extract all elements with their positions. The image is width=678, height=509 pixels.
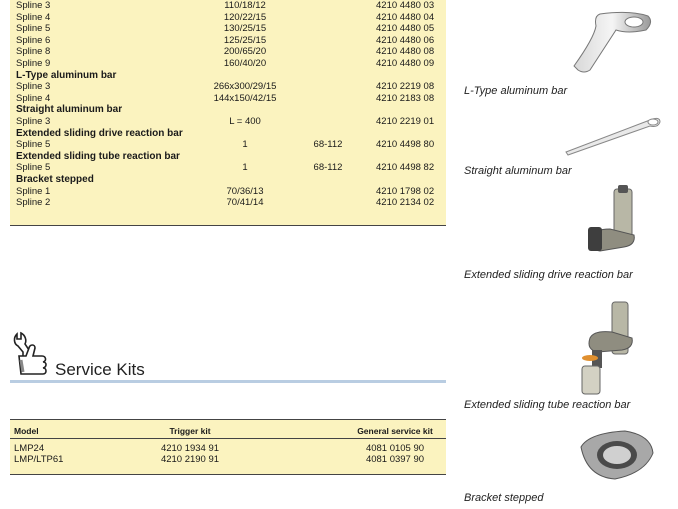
part-range: 68-112 [313,162,343,174]
table-row [10,12,446,24]
part-dims: 70/41/14 [226,197,264,209]
part-dims: 130/25/15 [223,23,267,35]
table-row [10,93,446,105]
part-dims: L = 400 [229,116,261,127]
product-caption: L-Type aluminum bar [464,85,568,97]
section-heading-label: Straight aluminum bar [16,104,123,116]
part-name: Spline 4 [16,11,51,23]
table-row [10,116,446,128]
part-number: 4210 2219 01 [376,116,435,127]
section-heading-label: L-Type aluminum bar [16,69,117,81]
part-name: Spline 1 [16,185,51,197]
section-divider [10,380,446,383]
part-number: 4210 1798 02 [376,185,435,197]
table-row [10,162,446,174]
bracket-image [575,425,660,485]
kit-general: 4081 0397 90 [365,454,425,465]
part-name: Spline 3 [16,116,51,127]
section-heading-label: Bracket stepped [16,174,94,185]
table-row [10,139,446,151]
header-trigger-kit: Trigger kit [169,426,211,436]
section-heading [10,128,446,140]
part-dims: 144x150/42/15 [213,92,277,104]
section-heading [10,70,446,82]
section-title: Service Kits [55,360,145,379]
part-name: Spline 3 [16,81,51,93]
part-dims: 120/22/15 [223,11,267,23]
table-row [10,454,446,466]
part-name: Spline 4 [16,92,51,104]
part-name: Spline 3 [16,0,51,11]
part-number: 4210 2219 08 [376,81,435,93]
kit-general: 4081 0105 90 [365,443,425,454]
kit-trigger: 4210 2190 91 [160,454,220,465]
table-row [10,186,446,198]
product-caption: Extended sliding drive reaction bar [464,269,633,281]
part-dims: 110/18/12 [224,0,266,11]
part-number: 4210 4480 03 [376,0,435,11]
part-name: Spline 6 [16,34,51,46]
part-name: Spline 2 [16,197,51,209]
kit-model: LMP/LTP61 [14,454,64,465]
table-row [10,81,446,93]
part-number: 4210 2183 08 [376,92,435,104]
header-general-kit: General service kit [357,426,433,436]
table-row [10,35,446,47]
part-dims: 1 [242,162,248,174]
parts-table [10,0,446,226]
kit-trigger: 4210 1934 91 [160,443,220,454]
part-name: Spline 5 [16,23,51,35]
part-dims: 160/40/20 [223,58,267,69]
part-number: 4210 4480 06 [376,34,435,46]
product-caption: Straight aluminum bar [464,165,572,177]
part-dims: 266x300/29/15 [213,81,277,93]
part-name: Spline 8 [16,46,51,58]
part-name: Spline 5 [16,139,51,151]
part-number: 4210 4480 09 [376,58,435,69]
table-header [10,425,446,437]
part-range: 68-112 [313,139,343,151]
sliding-tube-bar-image [572,298,662,398]
section-heading-label: Extended sliding drive reaction bar [16,127,183,139]
table-row [10,0,446,12]
l-type-bar-image [560,8,660,78]
thumbs-up-wrench-icon [11,330,49,378]
part-number: 4210 4498 80 [376,139,435,151]
section-heading-label: Extended sliding tube reaction bar [16,150,180,162]
part-dims: 70/36/13 [226,185,264,197]
product-caption: Extended sliding tube reaction bar [464,399,631,411]
table-row [10,46,446,58]
section-heading [10,151,446,163]
part-number: 4210 4480 08 [376,46,435,58]
service-kits-table [10,419,446,475]
part-number: 4210 2134 02 [376,197,435,209]
part-number: 4210 4480 04 [376,11,435,23]
table-row [10,58,446,70]
part-dims: 1 [242,139,248,151]
header-divider [10,438,446,439]
table-row [10,197,446,209]
sliding-drive-bar-image [570,185,660,265]
part-name: Spline 5 [16,162,51,174]
section-heading [10,174,446,186]
table-row [10,23,446,35]
kit-model: LMP24 [14,443,45,454]
part-name: Spline 9 [16,58,51,69]
part-number: 4210 4480 05 [376,23,435,35]
section-heading [10,104,446,116]
product-caption: Bracket stepped [464,492,544,504]
straight-bar-image [560,112,665,157]
part-dims: 200/65/20 [223,46,267,58]
header-model: Model [14,426,39,436]
part-number: 4210 4498 82 [376,162,435,174]
part-dims: 125/25/15 [223,34,267,46]
